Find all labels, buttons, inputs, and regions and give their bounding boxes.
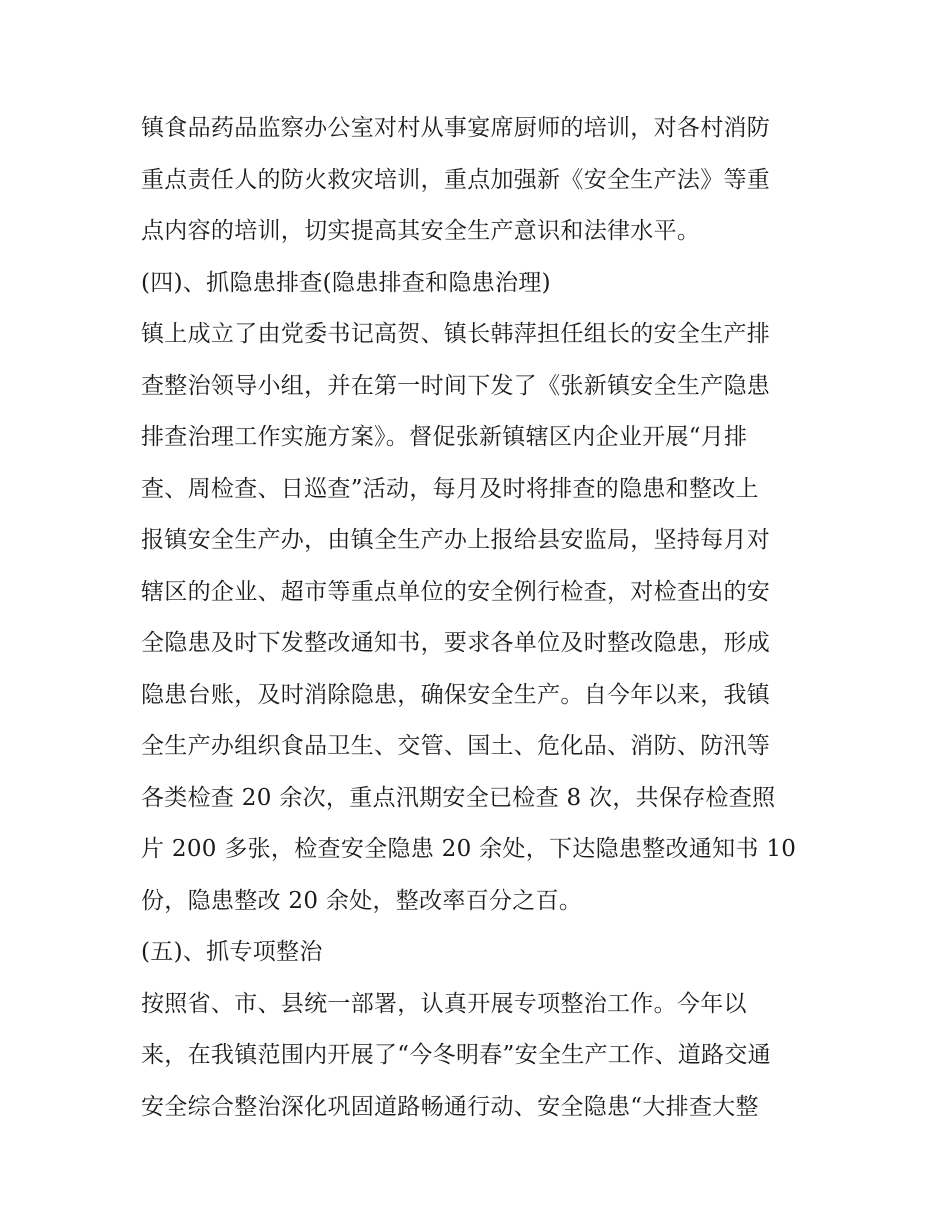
text-line: 全隐患及时下发整改通知书，要求各单位及时整改隐患，形成 (141, 630, 771, 656)
text-line: 按照省、市、县统一部署，认真开展专项整治工作。今年以 (141, 990, 747, 1017)
text-line: 排查治理工作实施方案》。督促张新镇辖区内企业开展“月排 (141, 424, 748, 450)
section-heading-4: (四)、抓隐患排查(隐患排查和隐患治理) (141, 269, 551, 296)
text-line: 镇上成立了由党委书记高贺、镇长韩萍担任组长的安全生产排 (141, 321, 771, 347)
text-line: 查整治领导小组，并在第一时间下发了《张新镇安全生产隐患 (141, 372, 771, 399)
document-body (141, 107, 821, 1137)
text-line: 安全综合整治深化巩固道路畅通行动、安全隐患“大排查大整 (141, 1093, 759, 1120)
text-line: 来，在我镇范围内开展了“今冬明春”安全生产工作、道路交通 (141, 1042, 771, 1068)
text-line: 全生产办组织食品卫生、交管、国土、危化品、消防、防汛等 (141, 733, 771, 759)
text-line: 报镇安全生产办，由镇全生产办上报给县安监局，坚持每月对 (141, 527, 771, 553)
text-line: 查、周检查、日巡查”活动，每月及时将排查的隐患和整改上 (141, 475, 759, 502)
text-line: 镇食品药品监察办公室对村从事宴席厨师的培训，对各村消防 (141, 115, 771, 141)
text-line: 重点责任人的防火救灾培训，重点加强新《安全生产法》等重 (141, 166, 771, 193)
section-heading-5: (五)、抓专项整治 (141, 939, 323, 965)
text-line: 各类检查 20 余次，重点汛期安全已检查 8 次，共保存检查照 (141, 784, 776, 811)
text-line: 片 200 多张，检查安全隐患 20 余处，下达隐患整改通知书 10 (141, 836, 797, 862)
text-line: 点内容的培训，切实提高其安全生产意识和法律水平。 (141, 218, 701, 244)
text-line: 隐患台账，及时消除隐患，确保安全生产。自今年以来，我镇 (141, 681, 771, 708)
text-line: 辖区的企业、超市等重点单位的安全例行检查，对检查出的安 (141, 578, 771, 605)
text-line: 份，隐患整改 20 余处，整改率百分之百。 (141, 887, 583, 914)
